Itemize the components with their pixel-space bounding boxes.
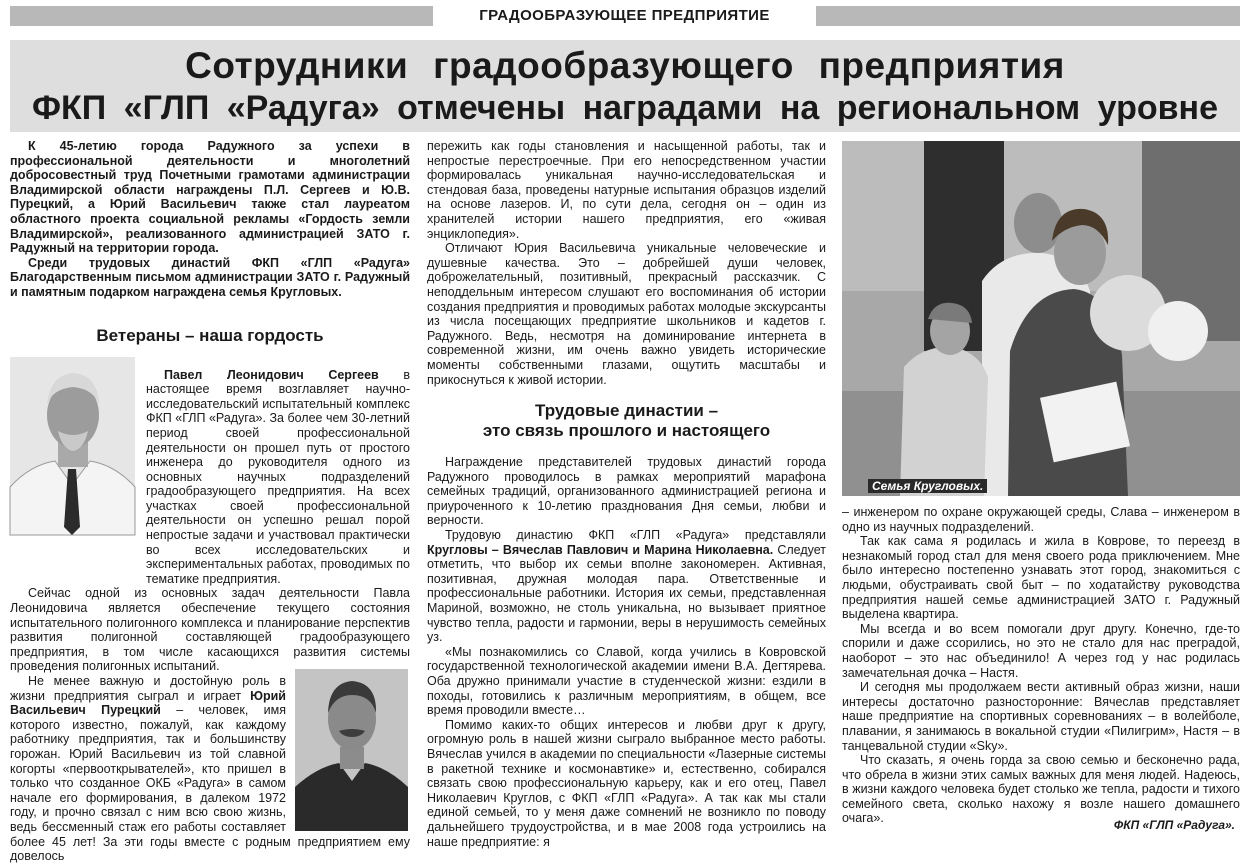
body-paragraph: И сегодня мы продолжаем вести активный образ жизни, наши интересы достаточно разносторонние: Вячеслав представляет наше предприятие на спортивных соревнованиях – в волейболе, плавании, я занимаюсь в вокальной студии «Пилигрим», Настя – в танцевальной студии «Sky». <box>842 680 1240 753</box>
family-photo <box>842 141 1240 496</box>
lead-paragraph: К 45-летию города Радужного за успехи в профессиональной деятельности и многолетний добросовестный труд Почетными грамотами администрации Владимирской области награждены П.Л. Сергеев и Ю.В. Пурецкий, а Юрий Васильевич также стал лауреатом областного проекта социальной рекламы «Гордость земли Владимирской», реализованного администрацией ЗАТО г. Радужный на территории города. <box>10 139 410 256</box>
section-title-line: Трудовые династии – <box>534 401 719 421</box>
body-paragraph: Сейчас одной из основных задач деятельности Павла Леонидовича является обеспечение текущего состояния испытательного полигонного комплекса и планирование перспектив развития полигонной составляющей градообразующего предприятия, в том числе касающихся развития системы проведения полигонных испытаний. <box>10 586 410 674</box>
section-title-dynasties <box>427 401 826 441</box>
body-text: – человек, имя которого известно, пожалуй, как каждому работнику предприятия, так и большинству горожан. Юрий Васильевич из той славной когорты «первооткрывателей», кто пришел в только что созданное ОКБ «Радуга» в самом начале его формирования, в далеком 1972 году, и прочно связал с ним всю свою жизнь, ведь бессменный стаж его работы составляет более 45 лет! За эти годы вместе с родным предприятием ему довелось <box>10 703 410 864</box>
body-paragraph: Помимо каких-то общих интересов и любви друг к другу, огромную роль в нашей жизни сыграло выбранное место работы. Вячеслав учился в академии по специальности «Лазерные системы в ракетной технике и космонавтике» и, естественно, собирался связать свою профессиональную карьеру, как и его отец, Павел Николаевич Круглов, с ФКП «ГЛП «Радуга». А так как мы стали единой семьей, то у меня даже сомнений не возникло по поводу дальнейшего трудоустройства, и в мае 2008 года устроились на наше предприятие: я <box>427 717 826 849</box>
column-3 <box>842 505 1240 826</box>
headline-line-2: ФКП «ГЛП «Радуга» отмечены наградами на региональном уровне <box>32 89 1218 127</box>
body-paragraph: Что сказать, я очень горда за свою семью и бесконечно рада, что обрела в жизни этих самых важных для меня людей. Надеюсь, в жизни каждого человека будет столько же тепла, радости и тихого семейного света, сколько нахожу я возле нашего домашнего очага». <box>842 753 1240 826</box>
section-title-line: это связь прошлого и настоящего <box>482 421 771 441</box>
section-title-veterans: Ветераны – наша гордость <box>96 325 324 345</box>
body-paragraph: пережить как годы становления и насыщенной работы, так и непростые перестроечные. При его непосредственном участии формировалась уникальная научно-исследовательская и стендовая база, проведены натурные испытания образцов изделий на основе лазеров. И, по сути дела, сегодня он – один из хранителей истории нашего предприятия, его «живая энциклопедия». <box>427 139 826 241</box>
body-paragraph: Мы всегда и во всем помогали друг другу. Конечно, где-то спорили и даже ссорились, но это не стало для нас преградой, наоборот – это нас объединило! А через год у нас родилась замечательная дочка – Настя. <box>842 621 1240 680</box>
body-paragraph: Награждение представителей трудовых династий города Радужного проводилось в рамках мероприятий марафона семейных традиций, организованного администрацией региона и приуроченного к 10-летию празднования Дня семьи, любви и верности. <box>427 455 826 528</box>
portrait-photo-purecky <box>295 669 408 831</box>
body-paragraph <box>427 528 826 645</box>
body-paragraph: – инженером по охране окружающей среды, Слава – инженером в одно из научных подразделений. <box>842 505 1240 534</box>
body-text: Не менее важную и достойную роль в жизни предприятия сыграл и играет <box>10 674 286 703</box>
lead-paragraph: Среди трудовых династий ФКП «ГЛП «Радуга» Благодарственным письмом администрации ЗАТО г. Радужный и памятным подарком награждена семья Кругловых. <box>10 255 410 299</box>
headline-line-1: Сотрудники градообразующего предприятия <box>185 45 1065 86</box>
body-text: в настоящее время возглавляет научно-исследовательский испытательный комплекс ФКП «ГЛП «Радуга». За более чем 30-летний период своей профессиональной деятельности он прошел путь от простого инженера до руководителя одного из основных научных подразделений градообразующего предприятия. На всех участках своей профессиональной деятельности он успешно решал порой непростые задачи и участвовал практически во всех исследовательских и экспериментальных работах, проводимых по тематике предприятия. <box>146 367 410 586</box>
article-signature: ФКП «ГЛП «Радуга». <box>1113 818 1235 832</box>
person-name: Кругловы – Вячеслав Павлович и Марина Николаевна. <box>427 542 774 557</box>
photo-caption: Семья Кругловых. <box>868 479 987 493</box>
person-name: Юрий Васильевич Пурецкий <box>10 688 286 718</box>
body-text: Трудовую династию ФКП «ГЛП «Радуга» представляли <box>445 528 826 543</box>
body-paragraph: «Мы познакомились со Славой, когда учились в Ковровской государственной технологической академии имени В.А. Дегтярева. Оба дружно принимали участие в студенческой жизни: ездили в походы, готовились к различным мероприятиям, в общем, все время проводили вместе… <box>427 644 826 718</box>
body-paragraph: Так как сама я родилась и жила в Коврове, то переезд в незнакомый город стал для меня своего рода приключением. Мне было интересно постепенно узнавать этот город, знакомиться с людьми, обустраивать свой быт – по ходатайству руководства предприятия нашей семье администрацией ЗАТО г. Радужный выделена квартира. <box>842 534 1240 622</box>
body-text: Следует отметить, что выбор их семьи вполне закономерен. Активная, позитивная, дружная молодая пара. Ответственные и профессиональные работники. История их семьи, представленная Мариной, возможно, не столь уникальна, но вызывает приятное чувство тепла, радости и гармонии, веры в нерушимость семейных уз. <box>427 542 826 645</box>
person-name: Павел Леонидович Сергеев <box>164 367 379 382</box>
body-paragraph: Отличают Юрия Васильевича уникальные человеческие и душевные качества. Это – добрейшей души человек, доброжелательный, позитивный, прекрасный рассказчик. С неподдельным интересом слушают его воспоминания об истории создания предприятия и проводимых работах молодые экскурсанты из числа посещающих предприятие школьников и кадетов г. Радужного. Ведь, несмотря на доминирование интернета в современной жизни, им очень важно увидеть исторические моменты собственными глазами, ощутить масштабы и прикоснуться к живой истории. <box>427 241 826 387</box>
portrait-photo-sergeev <box>10 357 135 535</box>
rubric-label: ГРАДООБРАЗУЮЩЕЕ ПРЕДПРИЯТИЕ <box>433 4 816 28</box>
article-headline <box>10 40 1240 132</box>
column-2 <box>427 139 826 849</box>
